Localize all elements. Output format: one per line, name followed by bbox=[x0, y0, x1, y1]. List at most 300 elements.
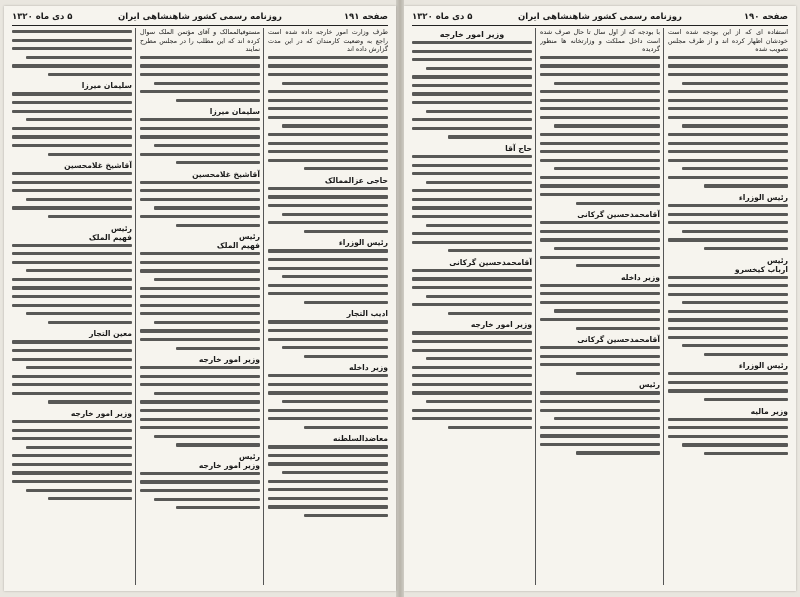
text-line bbox=[304, 301, 388, 304]
text-line bbox=[682, 344, 788, 347]
text-line bbox=[304, 426, 388, 429]
text-line bbox=[140, 90, 260, 93]
text-line bbox=[540, 142, 660, 145]
text-line bbox=[540, 409, 660, 412]
text-line bbox=[176, 99, 260, 102]
text-block bbox=[12, 340, 132, 403]
text-block bbox=[140, 181, 260, 227]
text-line bbox=[12, 135, 132, 138]
text-line bbox=[282, 400, 388, 403]
speaker-name: رئیس bbox=[638, 380, 660, 390]
text-line bbox=[412, 75, 532, 78]
text-block bbox=[268, 249, 388, 304]
speaker-name: وزیر داخله bbox=[349, 363, 388, 373]
text-line bbox=[48, 73, 132, 76]
text-line bbox=[668, 284, 788, 287]
text-line bbox=[282, 275, 388, 278]
speaker-name: فهیم الملک bbox=[216, 241, 260, 251]
speaker-name: رئیس bbox=[110, 223, 132, 233]
text-line bbox=[704, 184, 788, 187]
text-line bbox=[668, 238, 788, 241]
text-line bbox=[668, 418, 788, 421]
column-2 bbox=[540, 28, 660, 585]
text-line bbox=[412, 189, 532, 192]
text-line bbox=[268, 159, 388, 162]
text-line bbox=[140, 338, 260, 341]
text-line bbox=[412, 366, 532, 369]
column-3 bbox=[412, 28, 532, 585]
text-block bbox=[668, 418, 788, 456]
text-line bbox=[268, 142, 388, 145]
text-block bbox=[140, 472, 260, 510]
speaker-name: سلیمان میرزا bbox=[81, 81, 132, 91]
text-line bbox=[140, 198, 260, 201]
text-line bbox=[176, 443, 260, 446]
column-1 bbox=[668, 28, 788, 585]
columns-container bbox=[12, 28, 388, 585]
text-line bbox=[268, 204, 388, 207]
text-line bbox=[268, 267, 388, 270]
text-line bbox=[554, 309, 660, 312]
page-header bbox=[412, 10, 788, 24]
text-line bbox=[12, 261, 132, 264]
text-line bbox=[540, 443, 660, 446]
text-line bbox=[412, 198, 532, 201]
text-line bbox=[282, 346, 388, 349]
text-line bbox=[268, 56, 388, 59]
text-line bbox=[448, 312, 532, 315]
text-line bbox=[412, 172, 532, 175]
text-block bbox=[140, 118, 260, 164]
text-line bbox=[12, 206, 132, 209]
text-line bbox=[12, 349, 132, 352]
text-line bbox=[540, 193, 660, 196]
book-gutter bbox=[396, 0, 404, 597]
text-line bbox=[12, 420, 132, 423]
text-line bbox=[668, 159, 788, 162]
text-line bbox=[140, 312, 260, 315]
text-line bbox=[268, 249, 388, 252]
text-line bbox=[540, 56, 660, 59]
text-line bbox=[268, 73, 388, 76]
text-line bbox=[140, 261, 260, 264]
text-line bbox=[48, 497, 132, 500]
text-line bbox=[412, 101, 532, 104]
text-line bbox=[540, 64, 660, 67]
text-line bbox=[448, 135, 532, 138]
text-line bbox=[668, 99, 788, 102]
text-line bbox=[48, 153, 132, 156]
text-line bbox=[268, 480, 388, 483]
text-line bbox=[48, 215, 132, 218]
text-line bbox=[140, 215, 260, 218]
text-line bbox=[12, 39, 132, 42]
text-line bbox=[268, 195, 388, 198]
speaker-name: حاج آقا bbox=[505, 143, 532, 153]
section-heading: وزیر امور خارجه bbox=[439, 30, 505, 39]
text-line bbox=[576, 372, 660, 375]
text-line bbox=[426, 357, 532, 360]
text-line bbox=[268, 505, 388, 508]
text-line bbox=[412, 41, 532, 44]
speaker-name: آقاشیخ غلامحسین bbox=[192, 169, 260, 179]
text-line bbox=[12, 358, 132, 361]
column-1 bbox=[268, 28, 388, 585]
text-line bbox=[668, 213, 788, 216]
text-line bbox=[554, 82, 660, 85]
speaker-name: سلیمان میرزا bbox=[209, 107, 260, 117]
text-line bbox=[304, 230, 388, 233]
text-line bbox=[412, 303, 532, 306]
text-line bbox=[12, 189, 132, 192]
columns-container bbox=[412, 28, 788, 585]
text-line bbox=[140, 489, 260, 492]
text-line bbox=[176, 224, 260, 227]
text-line bbox=[140, 329, 260, 332]
text-line bbox=[268, 187, 388, 190]
text-block bbox=[540, 221, 660, 267]
text-line bbox=[668, 276, 788, 279]
speaker-name: فهیم الملک bbox=[88, 232, 132, 242]
speaker-name: رئیس الوزراء bbox=[738, 193, 788, 203]
text-line bbox=[12, 454, 132, 457]
text-line bbox=[268, 107, 388, 110]
text-block bbox=[12, 244, 132, 324]
text-line bbox=[140, 304, 260, 307]
text-line bbox=[412, 155, 532, 158]
text-line bbox=[412, 277, 532, 280]
text-line bbox=[140, 480, 260, 483]
text-line bbox=[12, 64, 132, 67]
text-block bbox=[540, 346, 660, 375]
text-line bbox=[154, 321, 260, 324]
text-line bbox=[412, 232, 532, 235]
text-line bbox=[426, 224, 532, 227]
text-line bbox=[26, 489, 132, 492]
text-line bbox=[540, 107, 660, 110]
text-line bbox=[540, 346, 660, 349]
speaker-name: رئیس bbox=[238, 451, 260, 461]
paragraph: با بودجه که از اول سال تا حال صرف شده است داخل مملکت و وزارتخانه ها منظور گردیده bbox=[540, 28, 660, 54]
text-line bbox=[140, 295, 260, 298]
text-line bbox=[12, 252, 132, 255]
text-line bbox=[282, 213, 388, 216]
text-line bbox=[576, 451, 660, 454]
text-line bbox=[412, 206, 532, 209]
text-line bbox=[140, 127, 260, 130]
column-2 bbox=[140, 28, 260, 585]
text-line bbox=[540, 426, 660, 429]
text-line bbox=[176, 347, 260, 350]
text-line bbox=[554, 417, 660, 420]
text-line bbox=[540, 238, 660, 241]
text-line bbox=[12, 110, 132, 113]
text-line bbox=[154, 498, 260, 501]
text-line bbox=[540, 159, 660, 162]
text-line bbox=[268, 488, 388, 491]
text-line bbox=[412, 409, 532, 412]
text-line bbox=[140, 375, 260, 378]
text-line bbox=[426, 110, 532, 113]
text-line bbox=[668, 372, 788, 375]
text-line bbox=[26, 269, 132, 272]
text-line bbox=[176, 506, 260, 509]
text-line bbox=[12, 463, 132, 466]
text-line bbox=[12, 340, 132, 343]
text-line bbox=[540, 116, 660, 119]
text-line bbox=[540, 176, 660, 179]
text-line bbox=[554, 247, 660, 250]
text-line bbox=[12, 101, 132, 104]
text-line bbox=[282, 471, 388, 474]
text-line bbox=[140, 252, 260, 255]
text-line bbox=[268, 90, 388, 93]
text-block bbox=[668, 372, 788, 401]
text-line bbox=[12, 172, 132, 175]
text-line bbox=[540, 301, 660, 304]
text-line bbox=[268, 320, 388, 323]
text-line bbox=[412, 374, 532, 377]
text-line bbox=[412, 50, 532, 53]
text-line bbox=[668, 142, 788, 145]
speaker-name: وزیر امور خارجه bbox=[470, 320, 532, 330]
text-line bbox=[682, 167, 788, 170]
text-line bbox=[540, 292, 660, 295]
text-line bbox=[668, 64, 788, 67]
text-line bbox=[554, 167, 660, 170]
text-line bbox=[426, 295, 532, 298]
text-line bbox=[12, 392, 132, 395]
text-line bbox=[704, 398, 788, 401]
text-line bbox=[412, 383, 532, 386]
text-line bbox=[140, 56, 260, 59]
text-line bbox=[140, 383, 260, 386]
text-line bbox=[26, 118, 132, 121]
speaker-name: آقامحمدحسین گرکانی bbox=[577, 335, 660, 345]
text-line bbox=[140, 409, 260, 412]
text-line bbox=[412, 84, 532, 87]
text-line bbox=[412, 286, 532, 289]
text-line bbox=[268, 99, 388, 102]
text-line bbox=[668, 133, 788, 136]
text-line bbox=[12, 278, 132, 281]
speaker-name: ارباب کیخسرو bbox=[734, 264, 788, 274]
speaker-name: وزیر امور خارجه bbox=[198, 355, 260, 365]
text-line bbox=[412, 118, 532, 121]
text-line bbox=[12, 30, 132, 33]
column-divider bbox=[135, 28, 136, 585]
text-line bbox=[268, 116, 388, 119]
text-line bbox=[268, 292, 388, 295]
text-line bbox=[12, 286, 132, 289]
text-line bbox=[682, 82, 788, 85]
text-line bbox=[704, 353, 788, 356]
text-line bbox=[282, 82, 388, 85]
text-line bbox=[704, 247, 788, 250]
text-line bbox=[668, 73, 788, 76]
text-line bbox=[540, 221, 660, 224]
text-line bbox=[140, 366, 260, 369]
text-block bbox=[12, 30, 132, 76]
text-line bbox=[412, 164, 532, 167]
text-line bbox=[268, 391, 388, 394]
text-line bbox=[426, 400, 532, 403]
text-line bbox=[140, 64, 260, 67]
text-line bbox=[412, 340, 532, 343]
text-line bbox=[268, 454, 388, 457]
text-line bbox=[268, 329, 388, 332]
text-line bbox=[304, 167, 388, 170]
text-line bbox=[140, 153, 260, 156]
header-rule bbox=[12, 25, 388, 26]
text-block bbox=[268, 445, 388, 517]
speaker-name: معین التجار bbox=[89, 329, 132, 339]
text-line bbox=[540, 318, 660, 321]
text-block bbox=[12, 420, 132, 500]
column-divider bbox=[663, 28, 664, 585]
text-line bbox=[26, 312, 132, 315]
text-line bbox=[668, 435, 788, 438]
page-number: صفحه ۱۹۱ bbox=[343, 12, 388, 22]
text-line bbox=[668, 116, 788, 119]
text-line bbox=[668, 221, 788, 224]
text-line bbox=[268, 462, 388, 465]
text-line bbox=[154, 278, 260, 281]
text-block bbox=[668, 56, 788, 188]
text-line bbox=[412, 127, 532, 130]
text-line bbox=[426, 181, 532, 184]
text-block bbox=[412, 155, 532, 253]
text-line bbox=[268, 497, 388, 500]
text-line bbox=[12, 92, 132, 95]
text-line bbox=[154, 206, 260, 209]
text-line bbox=[12, 480, 132, 483]
text-line bbox=[668, 310, 788, 313]
text-line bbox=[26, 56, 132, 59]
column-divider bbox=[263, 28, 264, 585]
speaker-name: حاجی عزالممالک bbox=[324, 175, 388, 185]
text-line bbox=[540, 256, 660, 259]
text-line bbox=[540, 391, 660, 394]
gazette-title: روزنامه رسمی کشور شاهنشاهی ایران bbox=[118, 12, 282, 22]
text-line bbox=[140, 269, 260, 272]
text-line bbox=[668, 336, 788, 339]
text-line bbox=[540, 230, 660, 233]
text-line bbox=[540, 73, 660, 76]
text-line bbox=[682, 443, 788, 446]
text-block bbox=[268, 56, 388, 171]
text-block bbox=[268, 320, 388, 358]
text-line bbox=[268, 284, 388, 287]
gazette-title: روزنامه رسمی کشور شاهنشاهی ایران bbox=[518, 12, 682, 22]
text-line bbox=[12, 127, 132, 130]
text-line bbox=[140, 181, 260, 184]
text-line bbox=[12, 181, 132, 184]
text-line bbox=[412, 58, 532, 61]
text-line bbox=[540, 284, 660, 287]
text-line bbox=[412, 391, 532, 394]
text-line bbox=[26, 366, 132, 369]
speaker-name: آقاشیخ غلامحسین bbox=[64, 161, 132, 171]
speaker-name: وزیر مالیه bbox=[750, 406, 788, 416]
text-line bbox=[668, 327, 788, 330]
text-block bbox=[668, 276, 788, 356]
speaker-name: رئیس الوزراء bbox=[738, 361, 788, 371]
text-line bbox=[682, 230, 788, 233]
issue-date: ۵ ‌دی ‌ماه ۱۳۲۰ bbox=[12, 12, 73, 22]
text-line bbox=[576, 264, 660, 267]
speaker-name: معاضدالسلطنه bbox=[333, 434, 388, 444]
text-line bbox=[140, 426, 260, 429]
speaker-name: وزیر امور خارجه bbox=[198, 460, 260, 470]
text-line bbox=[268, 374, 388, 377]
column-3 bbox=[12, 28, 132, 585]
text-line bbox=[668, 150, 788, 153]
text-block bbox=[140, 366, 260, 446]
text-line bbox=[576, 327, 660, 330]
issue-date: ۵ ‌دی ‌ماه ۱۳۲۰ bbox=[412, 12, 473, 22]
text-block bbox=[12, 172, 132, 218]
text-line bbox=[268, 417, 388, 420]
text-line bbox=[154, 82, 260, 85]
text-line bbox=[12, 375, 132, 378]
text-line bbox=[412, 417, 532, 420]
right-page bbox=[404, 6, 796, 591]
text-line bbox=[140, 472, 260, 475]
text-line bbox=[554, 124, 660, 127]
text-line bbox=[268, 445, 388, 448]
text-line bbox=[12, 295, 132, 298]
text-line bbox=[268, 258, 388, 261]
text-line bbox=[426, 67, 532, 70]
paragraph: استفاده ای که از این بودجه شده است خودشان اظهار کرده اند و از طرف مجلس تصویب شده bbox=[668, 28, 788, 54]
text-block bbox=[412, 269, 532, 315]
text-line bbox=[668, 90, 788, 93]
column-divider bbox=[535, 28, 536, 585]
text-line bbox=[682, 301, 788, 304]
speaker-name: آقامحمدحسین گرکانی bbox=[449, 257, 532, 267]
text-line bbox=[540, 99, 660, 102]
speaker-name: وزیر داخله bbox=[621, 272, 660, 282]
text-line bbox=[668, 204, 788, 207]
text-line bbox=[268, 150, 388, 153]
text-line bbox=[12, 383, 132, 386]
text-line bbox=[412, 241, 532, 244]
text-line bbox=[140, 189, 260, 192]
text-line bbox=[668, 426, 788, 429]
text-block bbox=[540, 56, 660, 205]
text-line bbox=[154, 392, 260, 395]
text-line bbox=[576, 202, 660, 205]
text-line bbox=[304, 514, 388, 517]
left-page bbox=[4, 6, 396, 591]
text-block bbox=[268, 187, 388, 233]
text-line bbox=[26, 198, 132, 201]
header-rule bbox=[412, 25, 788, 26]
text-block bbox=[412, 331, 532, 429]
speaker-name: آقامحمدحسین گرکانی bbox=[577, 210, 660, 220]
text-line bbox=[412, 92, 532, 95]
text-line bbox=[154, 144, 260, 147]
text-line bbox=[668, 318, 788, 321]
text-line bbox=[540, 400, 660, 403]
text-line bbox=[448, 426, 532, 429]
text-line bbox=[540, 184, 660, 187]
speaker-name: وزیر امور خارجه bbox=[70, 408, 132, 418]
paragraph: طرف وزارت امور خارجه داده شده است راجع به وضعیت کارمندان که در این مدت گزارش داده اند bbox=[268, 28, 388, 54]
text-line bbox=[448, 249, 532, 252]
text-line bbox=[26, 446, 132, 449]
